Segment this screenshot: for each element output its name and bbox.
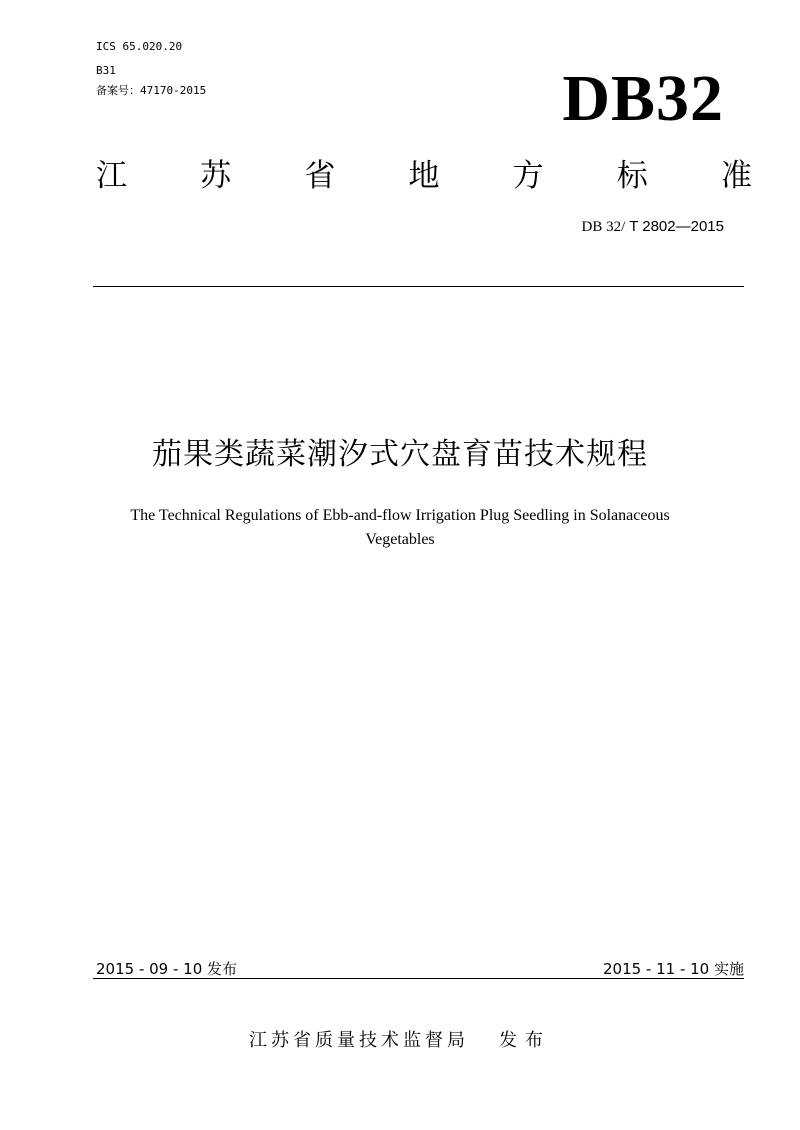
issue-date: 2015 - 09 - 10 发布 (96, 960, 238, 978)
standard-type-char: 地 (408, 158, 440, 194)
db32-logo: DB32 (562, 62, 724, 135)
header-divider (93, 286, 744, 287)
standard-type-char: 方 (512, 158, 544, 194)
date-divider (93, 978, 744, 979)
standard-type-heading (96, 156, 752, 196)
classification-code: B31 (96, 64, 116, 77)
standard-type-char: 标 (616, 158, 648, 194)
publisher-organization: 江苏省质量技术监督局 (249, 1030, 469, 1051)
standard-number-code: T 2802—2015 (625, 218, 724, 235)
publisher-action: 发布 (499, 1030, 551, 1051)
standard-type-char: 准 (720, 158, 752, 194)
title-en-line: Vegetables (365, 531, 435, 548)
standard-type-char: 省 (304, 158, 336, 194)
ics-code: ICS 65.020.20 (96, 40, 183, 53)
record-number: 备案号：47170-2015 (96, 84, 207, 97)
standard-number (582, 218, 724, 236)
implementation-date: 2015 - 11 - 10 实施 (602, 960, 744, 978)
document-title-zh: 茄果类蔬菜潮汐式穴盘育苗技术规程 (152, 437, 648, 472)
standard-type-char: 江 (96, 158, 127, 194)
standard-type-char: 苏 (200, 158, 232, 194)
standard-number-prefix: DB 32/ (581, 219, 626, 235)
title-en-line: The Technical Regulations of Ebb-and-flow Irrigation Plug Seedling in Solanaceous (130, 507, 670, 524)
publisher-line (0, 1030, 800, 1052)
document-title-en (60, 504, 740, 552)
